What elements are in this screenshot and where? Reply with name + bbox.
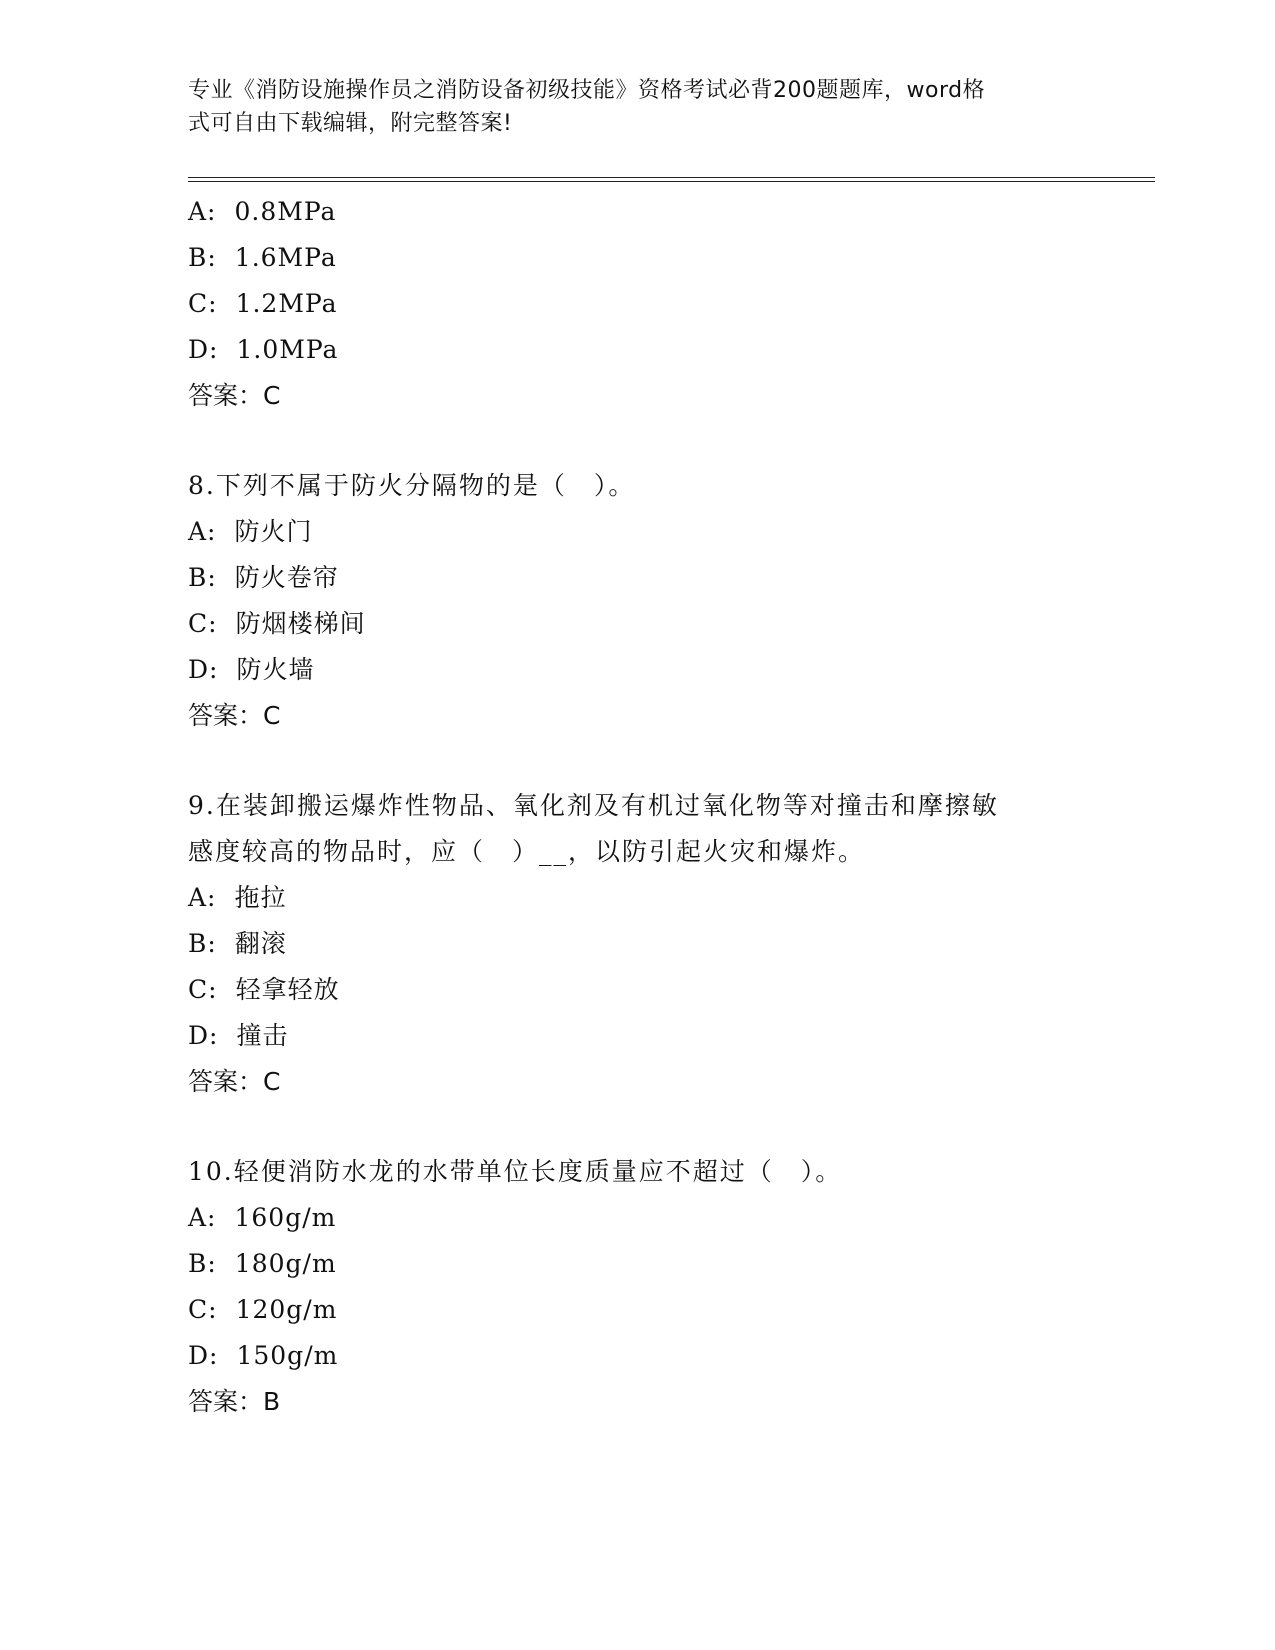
option-a: A: 0.8MPa xyxy=(188,197,337,226)
question-stem-line-1: 9.在装卸搬运爆炸性物品、氧化剂及有机过氧化物等对撞击和摩擦敏 xyxy=(188,791,999,820)
option-a: A: 防火门 xyxy=(188,517,313,546)
option-d: D: 1.0MPa xyxy=(188,335,339,364)
question-stem-line-2: 感度较高的物品时，应（ ）__，以防引起火灾和爆炸。 xyxy=(188,837,866,866)
option-d: D: 防火墙 xyxy=(188,655,315,684)
option-c: C: 轻拿轻放 xyxy=(188,975,340,1004)
answer-line: 答案：B xyxy=(188,1387,281,1416)
option-b: B: 翻滚 xyxy=(188,929,287,958)
question-stem: 10.轻便消防水龙的水带单位长度质量应不超过（ ）。 xyxy=(188,1157,843,1186)
answer-line: 答案：C xyxy=(188,701,281,730)
header-double-rule xyxy=(188,177,1155,182)
option-d: D: 撞击 xyxy=(188,1021,289,1050)
option-c: C: 120g/m xyxy=(188,1295,338,1324)
question-stem: 8.下列不属于防火分隔物的是（ ）。 xyxy=(188,471,636,500)
answer-line: 答案：C xyxy=(188,1067,281,1096)
option-b: B: 防火卷帘 xyxy=(188,563,339,592)
question-block-8 xyxy=(188,463,1088,739)
option-b: B: 180g/m xyxy=(188,1249,337,1278)
question-block-10 xyxy=(188,1149,1088,1425)
document-header xyxy=(188,74,1068,140)
option-a: A: 拖拉 xyxy=(188,883,287,912)
option-c: C: 1.2MPa xyxy=(188,289,338,318)
header-line-2: 式可自由下载编辑，附完整答案! xyxy=(188,111,513,136)
option-d: D: 150g/m xyxy=(188,1341,339,1370)
option-c: C: 防烟楼梯间 xyxy=(188,609,366,638)
answer-line: 答案：C xyxy=(188,381,281,410)
question-block-7 xyxy=(188,189,1088,419)
option-a: A: 160g/m xyxy=(188,1203,337,1232)
question-list xyxy=(188,189,1088,1425)
question-block-9 xyxy=(188,783,1088,1105)
option-b: B: 1.6MPa xyxy=(188,243,337,272)
header-line-1: 专业《消防设施操作员之消防设备初级技能》资格考试必背200题题库，word格 xyxy=(188,78,986,103)
